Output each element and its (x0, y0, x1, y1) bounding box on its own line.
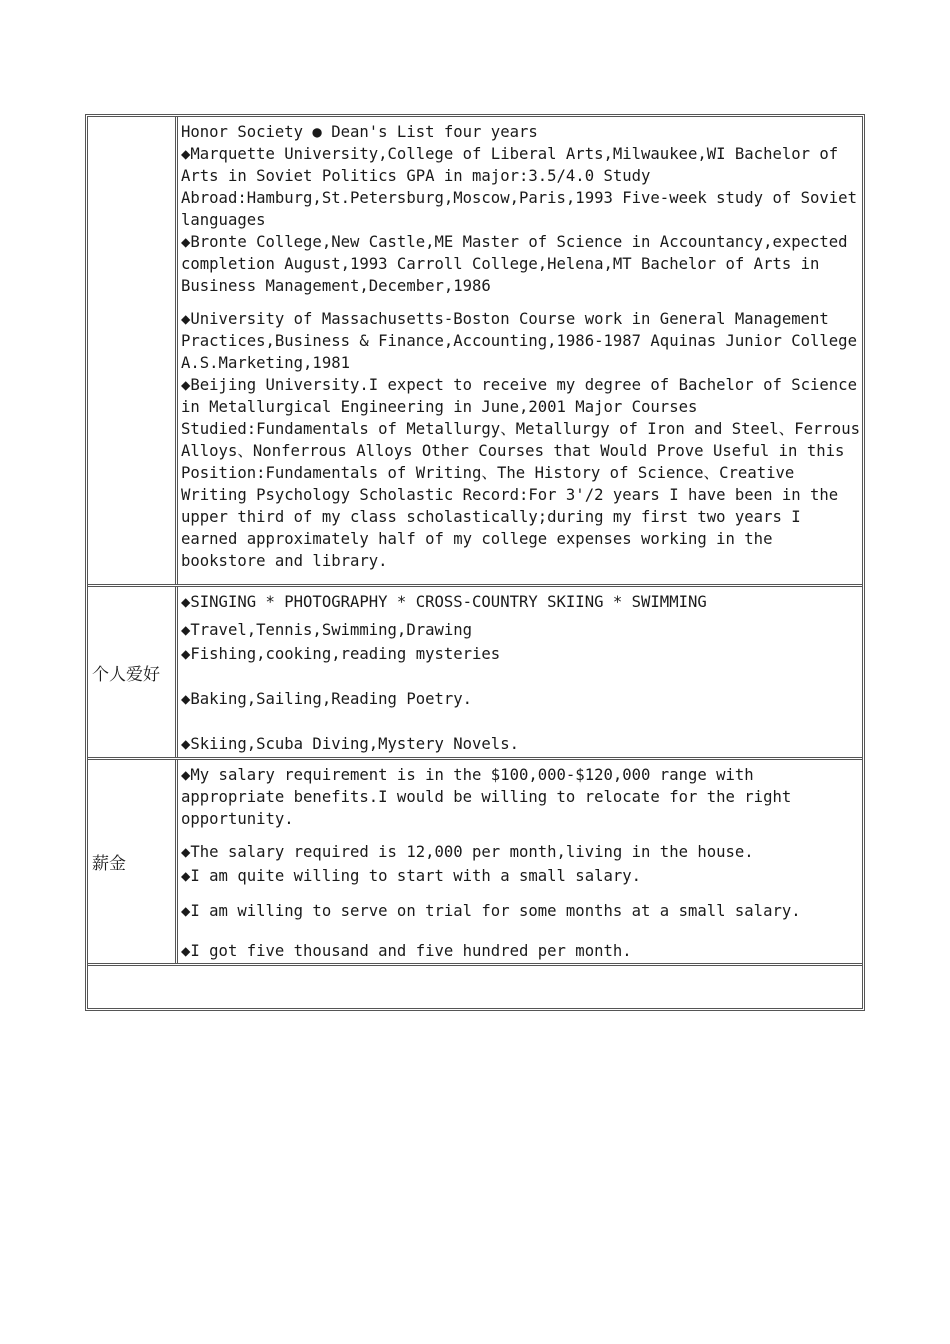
education-line: ◆University of Massachusetts-Boston Course work in General Management Practices,Business & Finance,Accounting,1986-1987 Aquinas Junior College A.S.Marketing,1981 (181, 310, 857, 372)
salary-line: ◆My salary requirement is in the $100,000-$120,000 range with appropriate benefits.I would be willing to relocate for the right opportunity. (181, 766, 792, 828)
hobby-line: ◆Baking,Sailing,Reading Poetry. (181, 690, 473, 708)
hobbies-content-cell (181, 587, 862, 757)
salary-line: ◆The salary required is 12,000 per month,living in the house. (181, 843, 754, 861)
salary-line: ◆I got five thousand and five hundred per month. (181, 942, 632, 960)
education-label-cell (88, 117, 178, 584)
education-content-cell (181, 117, 862, 584)
salary-line: ◆I am willing to serve on trial for some months at a small salary. (181, 902, 801, 920)
education-line: ◆Marquette University,College of Liberal Arts,Milwaukee,WI Bachelor of Arts in Soviet Politics GPA in major:3.5/4.0 Study Abroad:Hamburg,St.Petersburg,Moscow,Paris,1993 Five-week study of Soviet languages (181, 145, 857, 229)
education-line: ◆Beijing University.I expect to receive my degree of Bachelor of Science in Metallurgical Engineering in June,2001 Major Courses Studied:Fundamentals of Metallurgy、Metallurgy of Iron and Steel、Ferrous Alloys、Nonferrous Alloys Other Courses that Would Prove Useful in this Position:Fundamentals of Writing、The History of Science、Creative Writing Psychology Scholastic Record:For 3'/2 years I have been in the upper third of my class scholastically;during my first two years I earned approximately half of my college expenses working in the bookstore and library. (181, 376, 860, 570)
hobbies-label: 个人爱好 (88, 587, 178, 757)
hobby-line: ◆Travel,Tennis,Swimming,Drawing (181, 621, 473, 639)
education-line: Honor Society ● Dean's List four years (181, 123, 538, 141)
hobby-line: ◆SINGING * PHOTOGRAPHY * CROSS-COUNTRY SKIING * SWIMMING (181, 593, 707, 611)
education-row (88, 117, 862, 587)
hobby-line: ◆Fishing,cooking,reading mysteries (181, 645, 501, 663)
hobbies-row (88, 587, 862, 760)
empty-row (88, 966, 862, 1008)
salary-label: 薪金 (88, 760, 178, 963)
hobby-line: ◆Skiing,Scuba Diving,Mystery Novels. (181, 735, 519, 753)
resume-table (85, 114, 865, 1011)
salary-row (88, 760, 862, 966)
salary-line: ◆I am quite willing to start with a small salary. (181, 867, 642, 885)
education-line: ◆Bronte College,New Castle,ME Master of Science in Accountancy,expected completion August,1993 Carroll College,Helena,MT Bachelor of Arts in Business Management,December,1986 (181, 233, 848, 295)
salary-content-cell (181, 760, 862, 963)
